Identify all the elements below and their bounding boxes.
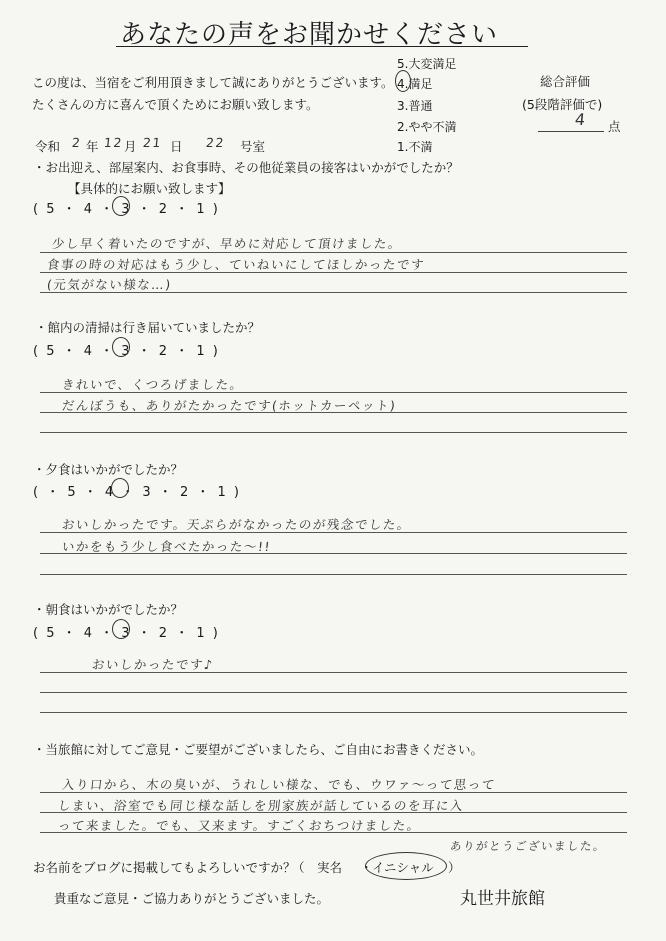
room-number: 22	[205, 135, 226, 150]
overall-sub: (5段階評価で)	[522, 97, 603, 112]
answer-rule-line	[40, 574, 627, 575]
intro-line-1: この度は、当宿をご利用頂きまして誠にありがとうございます。	[32, 75, 394, 90]
rating-row-breakfast: ( 5 ・ 4 ・ 3 ・ 2 ・ 1 )	[33, 626, 220, 641]
stay-year: 2	[71, 135, 83, 150]
overall-unit: 点	[608, 119, 621, 134]
rating-circle-service	[112, 196, 130, 216]
day-unit: 日	[170, 139, 183, 154]
answer-comments-2: しまい、浴室でも同じ様な話しを別家族が話しているのを耳に入	[57, 798, 465, 813]
answer-comments-closing: ありがとうございました。	[449, 839, 607, 853]
intro-line-2: たくさんの方に喜んで頂くためにお願い致します。	[32, 97, 319, 112]
rating-row-dinner: ( ・ 5 ・ 4 ・ 3 ・ 2 ・ 1 )	[33, 485, 241, 500]
rating-row-service: ( 5 ・ 4 ・ 3 ・ 2 ・ 1 )	[33, 202, 220, 217]
overall-score: 4	[574, 110, 588, 129]
answer-service-3: (元気がない様な…)	[46, 277, 173, 292]
question-dinner: ・夕食はいかがでしたか？	[33, 462, 184, 477]
question-service: ・お出迎え、部屋案内、お食事時、その他従業員の接客はいかがでしたか？	[33, 160, 459, 175]
room-unit: 号室	[240, 139, 266, 154]
era: 令和	[35, 139, 61, 154]
scale-1: 1.不満	[397, 140, 433, 154]
answer-service-2: 食事の時の対応はもう少し、ていねいにしてほしかったです	[46, 257, 426, 272]
answer-cleaning-1: きれいで、くつろげました。	[61, 377, 245, 392]
stay-month: 12	[103, 135, 124, 150]
title-underline	[116, 46, 528, 47]
scale-2: 2.やや不満	[397, 120, 457, 134]
answer-cleaning-2: だんぼうも、ありがたかったです(ホットカーペット)	[61, 398, 398, 413]
scale-4-circle	[395, 70, 411, 92]
blog-option-initial: イニシャル	[372, 860, 434, 875]
rating-row-cleaning: ( 5 ・ 4 ・ 3 ・ 2 ・ 1 )	[33, 344, 220, 359]
answer-dinner-1: おいしかったです。天ぷらがなかったのが残念でした。	[61, 517, 412, 532]
rating-circle-dinner	[111, 478, 129, 498]
question-breakfast: ・朝食はいかがでしたか？	[33, 602, 184, 617]
blog-initial-circle	[365, 852, 447, 880]
scale-3: 3.普通	[397, 99, 433, 113]
overall-score-underline	[538, 131, 604, 132]
answer-breakfast-1: おいしかったです♪	[91, 657, 215, 672]
thanks-message: 貴重なご意見・ご協力ありがとうございました。	[54, 891, 330, 906]
answer-service-1: 少し早く着いたのですが、早めに対応して頂けました。	[51, 236, 403, 251]
inn-name: 丸世井旅館	[460, 889, 545, 909]
answer-rule-line	[40, 252, 627, 253]
blog-question: お名前をブログに掲載してもよろしいですか？	[33, 860, 296, 875]
month-unit: 月	[124, 139, 137, 154]
answer-comments-1: 入り口から、木の臭いが、うれしい様な、でも、ウワァ〜って思って	[61, 777, 497, 792]
answer-comments-3: って来ました。でも、又来ます。すごくおちつけました。	[57, 818, 422, 833]
blog-separator: ・	[360, 860, 373, 875]
year-unit: 年	[86, 139, 99, 154]
scale-5: 5.大変満足	[397, 57, 457, 71]
question-comments: ・当旅館に対してご意見・ご要望がございましたら、ご自由にお書きください。	[33, 742, 484, 757]
answer-rule-line	[40, 712, 627, 713]
blog-option-real-name: （ 実名	[292, 860, 343, 875]
page-title: あなたの声をお聞かせください	[120, 20, 499, 50]
rating-circle-cleaning	[112, 337, 130, 357]
answer-rule-line	[40, 692, 627, 693]
scale-4: 4.満足	[397, 77, 433, 91]
answer-dinner-2: いかをもう少し食べたかった〜!!	[61, 539, 272, 554]
rating-circle-breakfast	[112, 619, 130, 639]
stay-day: 21	[142, 135, 163, 150]
answer-rule-line	[40, 432, 627, 433]
overall-label: 総合評価	[540, 74, 591, 89]
question-service-note: 【具体的にお願い致します】	[68, 181, 231, 196]
blog-close: ）	[448, 860, 461, 875]
question-cleaning: ・館内の清掃は行き届いていましたか？	[35, 320, 261, 335]
